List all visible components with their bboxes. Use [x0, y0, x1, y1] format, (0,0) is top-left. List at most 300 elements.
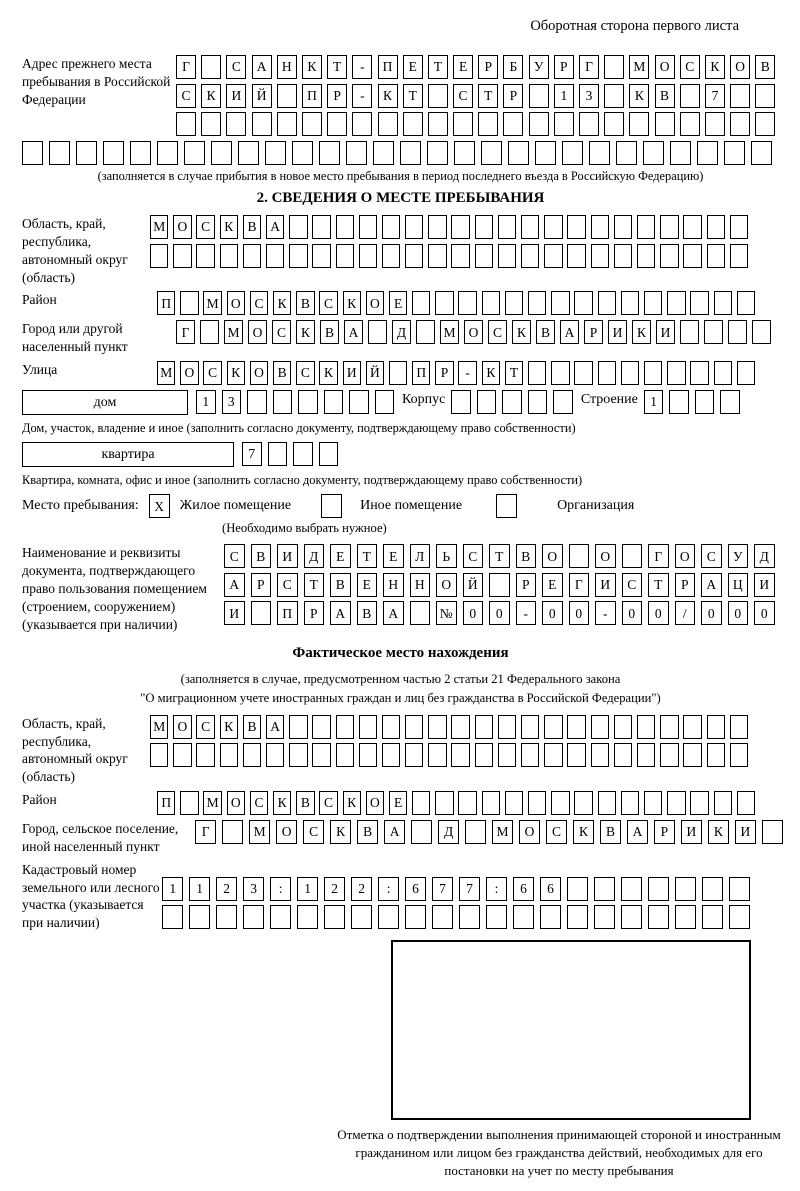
char-cell: К [319, 361, 337, 385]
char-cell [427, 141, 448, 165]
fact-note-line2: "О миграционном учете иностранных граждан и лиц без гражданства в Российской Федерации") [140, 690, 661, 705]
stamp-box [391, 940, 751, 1120]
char-cell [324, 390, 344, 414]
prev-address-boxes [176, 55, 775, 136]
char-cell [482, 291, 500, 315]
kadastr-line-1 [162, 877, 750, 901]
gorod-label: Город или другой населенный пункт [22, 321, 128, 355]
char-cell: Т [327, 55, 347, 79]
char-cell [729, 877, 750, 901]
char-cell [451, 244, 469, 268]
char-cell [591, 244, 609, 268]
char-cell [150, 244, 168, 268]
char-cell [660, 215, 678, 239]
char-cell: В [357, 820, 378, 844]
char-cell [705, 112, 725, 136]
char-cell [478, 112, 498, 136]
char-cell [513, 905, 534, 929]
char-cell: - [458, 361, 476, 385]
fact-gorod-boxes [195, 820, 783, 844]
char-cell: Т [403, 84, 423, 108]
char-cell [475, 743, 493, 767]
char-cell: 0 [463, 601, 484, 625]
kvartira-field-box: квартира [22, 442, 234, 467]
char-cell [728, 320, 747, 344]
char-cell [551, 791, 569, 815]
char-cell: М [492, 820, 513, 844]
oblast-label: Область, край, республика, автономный округ (область) [22, 216, 128, 285]
char-cell: С [250, 291, 268, 315]
char-cell: П [378, 55, 398, 79]
char-cell [544, 743, 562, 767]
char-cell [594, 877, 615, 901]
char-cell [562, 141, 583, 165]
fact-oblast-line-1 [150, 715, 748, 739]
char-cell [604, 84, 624, 108]
char-cell [184, 141, 205, 165]
char-cell [252, 112, 272, 136]
char-cell [660, 715, 678, 739]
char-cell: К [378, 84, 398, 108]
char-cell [737, 291, 755, 315]
char-cell: 6 [405, 877, 426, 901]
char-cell: К [302, 55, 322, 79]
fact-gorod-label: Город, сельское поселение, иной населенный пункт [22, 821, 179, 854]
kadastr-label: Кадастровый номер земельного или лесного участка (указывается при наличии) [22, 861, 160, 931]
char-cell [162, 905, 183, 929]
char-cell [637, 715, 655, 739]
char-cell [730, 112, 750, 136]
raion-boxes [157, 291, 755, 315]
fact-raion-row [22, 791, 779, 815]
char-cell [453, 112, 473, 136]
oblast-boxes [150, 215, 748, 268]
char-cell [435, 291, 453, 315]
char-cell: 3 [243, 877, 264, 901]
raion-label: Район [22, 292, 57, 308]
char-cell: А [266, 215, 284, 239]
char-cell: С [196, 215, 214, 239]
char-cell [289, 215, 307, 239]
char-cell: С [303, 820, 324, 844]
char-cell: И [224, 601, 245, 625]
mesto-prebyvaniya-row [22, 494, 779, 518]
char-cell [277, 112, 297, 136]
char-cell: С [196, 715, 214, 739]
char-cell [737, 791, 755, 815]
char-cell: М [150, 215, 168, 239]
char-cell: А [384, 820, 405, 844]
char-cell [567, 715, 585, 739]
char-cell [574, 791, 592, 815]
char-cell: Е [383, 544, 404, 568]
char-cell: К [629, 84, 649, 108]
char-cell [465, 820, 486, 844]
char-cell: В [536, 320, 555, 344]
char-cell [544, 215, 562, 239]
char-cell [266, 743, 284, 767]
char-cell: Г [579, 55, 599, 79]
char-cell [637, 215, 655, 239]
char-cell: Б [503, 55, 523, 79]
char-cell [695, 390, 715, 414]
stroenie-label: Строение [580, 392, 638, 407]
char-cell [730, 715, 748, 739]
char-cell [428, 112, 448, 136]
char-cell [351, 905, 372, 929]
char-cell: 7 [459, 877, 480, 901]
kvartira-note: Квартира, комната, офис и иное (заполнить согласно документу, подтверждающему право собственности) [22, 473, 583, 488]
prev-address-line-4 [22, 141, 779, 165]
char-cell [220, 743, 238, 767]
dom-number-boxes [196, 390, 394, 414]
char-cell [312, 715, 330, 739]
gorod-row [22, 320, 779, 356]
checkbox-organizatsiya [496, 494, 517, 518]
char-cell [196, 244, 214, 268]
char-cell: М [249, 820, 270, 844]
char-cell: Р [584, 320, 603, 344]
char-cell [528, 291, 546, 315]
char-cell [428, 715, 446, 739]
kadastr-line-2 [162, 905, 750, 929]
char-cell [621, 361, 639, 385]
char-cell: 0 [648, 601, 669, 625]
char-cell: В [273, 361, 291, 385]
char-cell: И [681, 820, 702, 844]
char-cell [243, 244, 261, 268]
char-cell [498, 715, 516, 739]
char-cell [707, 244, 725, 268]
checkbox-inoe [321, 494, 342, 518]
gorod-boxes [176, 320, 771, 344]
char-cell: О [250, 361, 268, 385]
char-cell: 0 [754, 601, 775, 625]
char-cell: Р [503, 84, 523, 108]
char-cell: М [203, 291, 221, 315]
char-cell: Д [438, 820, 459, 844]
char-cell: Е [403, 55, 423, 79]
char-cell: 2 [324, 877, 345, 901]
char-cell: Т [304, 573, 325, 597]
char-cell [521, 743, 539, 767]
char-cell: 1 [189, 877, 210, 901]
char-cell [428, 244, 446, 268]
char-cell [475, 215, 493, 239]
char-cell [502, 390, 522, 414]
char-cell [528, 390, 548, 414]
char-cell: 1 [196, 390, 216, 414]
doc-label: Наименование и реквизиты документа, подтверждающего право пользования помещением (строением, сооружением) (указывается при наличии) [22, 545, 207, 632]
char-cell: М [157, 361, 175, 385]
mesto-label: Место пребывания: [22, 498, 139, 514]
char-cell [752, 320, 771, 344]
char-cell [616, 141, 637, 165]
char-cell [277, 84, 297, 108]
char-cell [667, 291, 685, 315]
char-cell [675, 877, 696, 901]
char-cell: В [296, 291, 314, 315]
char-cell [621, 877, 642, 901]
char-cell [243, 905, 264, 929]
char-cell [730, 84, 750, 108]
char-cell: Т [489, 544, 510, 568]
char-cell [670, 141, 691, 165]
char-cell: С [701, 544, 722, 568]
prev-address-row-group [22, 55, 779, 136]
char-cell [359, 215, 377, 239]
char-cell: 7 [242, 442, 262, 466]
char-cell [755, 84, 775, 108]
char-cell: М [224, 320, 243, 344]
char-cell: Е [453, 55, 473, 79]
char-cell: К [343, 791, 361, 815]
char-cell [173, 743, 191, 767]
doc-row [22, 544, 779, 633]
char-cell: И [343, 361, 361, 385]
char-cell: Г [569, 573, 590, 597]
char-cell [359, 715, 377, 739]
char-cell [475, 244, 493, 268]
char-cell [243, 743, 261, 767]
mesto-note: (Необходимо выбрать нужное) [222, 521, 387, 536]
char-cell: Р [554, 55, 574, 79]
char-cell [226, 112, 246, 136]
stroenie-boxes [644, 390, 740, 414]
char-cell: К [512, 320, 531, 344]
char-cell: С [546, 820, 567, 844]
char-cell [451, 715, 469, 739]
char-cell: В [251, 544, 272, 568]
char-cell: С [463, 544, 484, 568]
page-header: Оборотная сторона первого листа [530, 18, 739, 34]
char-cell [382, 743, 400, 767]
char-cell [412, 791, 430, 815]
char-cell [405, 244, 423, 268]
char-cell [327, 112, 347, 136]
char-cell: К [343, 291, 361, 315]
char-cell: 0 [701, 601, 722, 625]
char-cell [498, 244, 516, 268]
char-cell [382, 244, 400, 268]
fact-note [22, 670, 779, 707]
section2-title: 2. СВЕДЕНИЯ О МЕСТЕ ПРЕБЫВАНИЯ [256, 190, 545, 207]
char-cell: И [608, 320, 627, 344]
char-cell: В [516, 544, 537, 568]
char-cell: О [366, 791, 384, 815]
char-cell [730, 244, 748, 268]
char-cell [451, 743, 469, 767]
char-cell [528, 361, 546, 385]
char-cell [707, 715, 725, 739]
prev-address-note: (заполняется в случае прибытия в новое место пребывания в период последнего въезда в Российскую Федерацию) [97, 169, 704, 183]
organizatsiya-label: Организация [557, 498, 635, 514]
char-cell: М [150, 715, 168, 739]
dom-row [22, 390, 779, 415]
char-cell [690, 791, 708, 815]
doc-boxes [224, 544, 775, 625]
char-cell: Г [176, 320, 195, 344]
char-cell [405, 215, 423, 239]
doc-line-2 [224, 573, 775, 597]
char-cell [180, 291, 198, 315]
char-cell [707, 743, 725, 767]
char-cell [238, 141, 259, 165]
char-cell [289, 244, 307, 268]
char-cell [265, 141, 286, 165]
char-cell [614, 743, 632, 767]
char-cell [293, 442, 313, 466]
char-cell [312, 215, 330, 239]
char-cell: О [730, 55, 750, 79]
fact-oblast-boxes [150, 715, 748, 768]
char-cell [270, 905, 291, 929]
dom-note: Дом, участок, владение и иное (заполнить согласно документу, подтверждающему право собственности) [22, 421, 576, 435]
char-cell: К [227, 361, 245, 385]
char-cell [667, 361, 685, 385]
char-cell [378, 112, 398, 136]
char-cell [621, 905, 642, 929]
fact-raion-boxes [157, 791, 755, 815]
char-cell: В [296, 791, 314, 815]
char-cell [655, 112, 675, 136]
char-cell [302, 112, 322, 136]
char-cell [268, 442, 288, 466]
char-cell [567, 215, 585, 239]
char-cell: С [224, 544, 245, 568]
char-cell [312, 244, 330, 268]
char-cell [76, 141, 97, 165]
prev-address-line-2 [176, 84, 775, 108]
char-cell [680, 112, 700, 136]
char-cell [49, 141, 70, 165]
char-cell [544, 244, 562, 268]
char-cell: П [412, 361, 430, 385]
char-cell [621, 791, 639, 815]
char-cell: Е [357, 573, 378, 597]
char-cell [200, 320, 219, 344]
char-cell [702, 877, 723, 901]
char-cell [382, 215, 400, 239]
char-cell: С [319, 291, 337, 315]
char-cell: 6 [540, 877, 561, 901]
char-cell: О [436, 573, 457, 597]
char-cell [405, 743, 423, 767]
char-cell [680, 84, 700, 108]
char-cell: 7 [705, 84, 725, 108]
char-cell: О [595, 544, 616, 568]
char-cell [321, 494, 342, 518]
char-cell [222, 820, 243, 844]
char-cell: К [330, 820, 351, 844]
char-cell [521, 215, 539, 239]
char-cell [319, 442, 339, 466]
char-cell: Е [330, 544, 351, 568]
char-cell [529, 112, 549, 136]
char-cell [737, 361, 755, 385]
char-cell [544, 715, 562, 739]
char-cell [690, 291, 708, 315]
dom-field-box: дом [22, 390, 188, 415]
char-cell [614, 715, 632, 739]
char-cell [359, 244, 377, 268]
char-cell [521, 715, 539, 739]
char-cell: Г [195, 820, 216, 844]
char-cell: 0 [622, 601, 643, 625]
char-cell: И [656, 320, 675, 344]
char-cell [373, 141, 394, 165]
char-cell: А [383, 601, 404, 625]
fact-oblast-line-2 [150, 743, 748, 767]
prev-address-block [22, 55, 779, 184]
char-cell [724, 141, 745, 165]
char-cell [498, 743, 516, 767]
char-cell: В [243, 715, 261, 739]
char-cell [648, 877, 669, 901]
char-cell [458, 791, 476, 815]
char-cell: В [655, 84, 675, 108]
char-cell [598, 791, 616, 815]
char-cell [173, 244, 191, 268]
char-cell [660, 244, 678, 268]
char-cell: В [243, 215, 261, 239]
char-cell [428, 215, 446, 239]
char-cell [508, 141, 529, 165]
char-cell [637, 244, 655, 268]
char-cell [411, 820, 432, 844]
inoe-label: Иное помещение [360, 498, 463, 514]
fact-title: Фактическое место нахождения [292, 645, 509, 662]
char-cell: А [252, 55, 272, 79]
char-cell: Т [505, 361, 523, 385]
fact-gorod-row [22, 820, 779, 856]
char-cell: И [595, 573, 616, 597]
char-cell: А [560, 320, 579, 344]
char-cell: А [266, 715, 284, 739]
oblast-line-1 [150, 215, 748, 239]
char-cell [336, 715, 354, 739]
char-cell: Д [392, 320, 411, 344]
char-cell: С [680, 55, 700, 79]
doc-line-1 [224, 544, 775, 568]
char-cell: 1 [644, 390, 664, 414]
char-cell: К [273, 791, 291, 815]
char-cell: К [632, 320, 651, 344]
char-cell [675, 905, 696, 929]
char-cell [297, 905, 318, 929]
char-cell [324, 905, 345, 929]
char-cell: Д [304, 544, 325, 568]
char-cell [382, 715, 400, 739]
char-cell: И [226, 84, 246, 108]
char-cell [289, 715, 307, 739]
char-cell: В [330, 573, 351, 597]
char-cell [454, 141, 475, 165]
checkbox-zhiloe [149, 494, 170, 518]
char-cell [604, 112, 624, 136]
char-cell [458, 291, 476, 315]
char-cell: Е [542, 573, 563, 597]
char-cell [405, 715, 423, 739]
char-cell [579, 112, 599, 136]
char-cell: - [516, 601, 537, 625]
char-cell [591, 715, 609, 739]
char-cell: С [226, 55, 246, 79]
char-cell [359, 743, 377, 767]
char-cell: - [352, 55, 372, 79]
char-cell [614, 215, 632, 239]
char-cell [412, 291, 430, 315]
